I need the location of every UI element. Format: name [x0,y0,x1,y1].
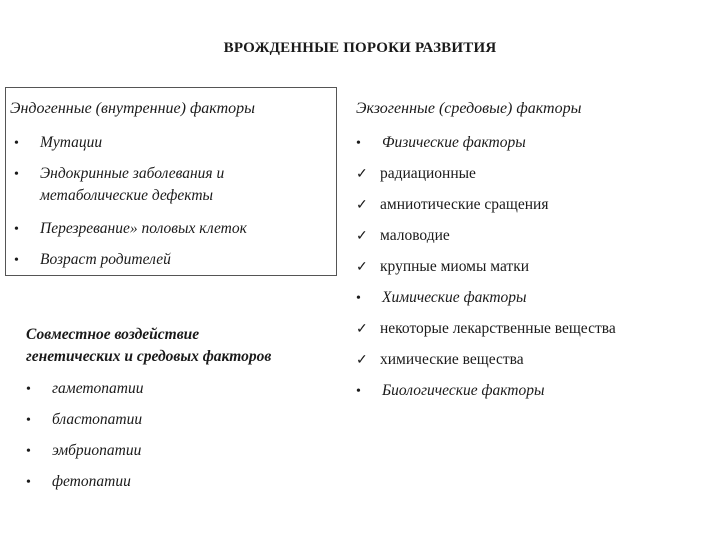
check-icon: ✓ [356,260,368,275]
bullet-icon: • [26,475,31,490]
list-item: • эмбриопатии [26,441,141,462]
list-item: • Перезревание» половых клеток [14,219,247,240]
bullet-icon: • [14,222,19,237]
bullet-icon: • [356,384,361,399]
bullet-icon: • [14,253,19,268]
list-item: • Химические факторы [356,288,527,309]
combined-heading-line2: генетических и средовых факторов [26,348,272,365]
list-item: • бластопатии [26,410,142,431]
check-icon: ✓ [356,322,368,337]
bullet-icon: • [14,167,19,182]
list-item: • Возраст родителей [14,250,171,271]
page-title: ВРОЖДЕННЫЕ ПОРОКИ РАЗВИТИЯ [223,40,497,56]
bullet-icon: • [356,136,361,151]
endogenous-heading: Эндогенные (внутренние) факторы [10,100,255,117]
list-item: • гаметопатии [26,379,144,400]
bullet-icon: • [26,444,31,459]
list-item-continuation: метаболические дефекты [40,187,214,204]
list-item: ✓ некоторые лекарственные вещества [356,319,616,340]
check-icon: ✓ [356,198,368,213]
list-item: • Эндокринные заболевания и [14,164,224,185]
check-icon: ✓ [356,167,368,182]
list-item: • Мутации [14,133,102,154]
check-icon: ✓ [356,229,368,244]
bullet-icon: • [26,413,31,428]
list-item: ✓ химические вещества [356,350,524,371]
list-item: ✓ амниотические сращения [356,195,548,216]
list-item: ✓ радиационные [356,164,476,185]
bullet-icon: • [26,382,31,397]
bullet-icon: • [356,291,361,306]
list-item: • Биологические факторы [356,381,544,402]
bullet-icon: • [14,136,19,151]
exogenous-heading: Экзогенные (средовые) факторы [356,100,582,117]
combined-heading-line1: Совместное воздействие [26,326,200,343]
list-item: ✓ крупные миомы матки [356,257,529,278]
list-item: • Физические факторы [356,133,526,154]
list-item: ✓ маловодие [356,226,450,247]
check-icon: ✓ [356,353,368,368]
list-item: • фетопатии [26,472,131,493]
